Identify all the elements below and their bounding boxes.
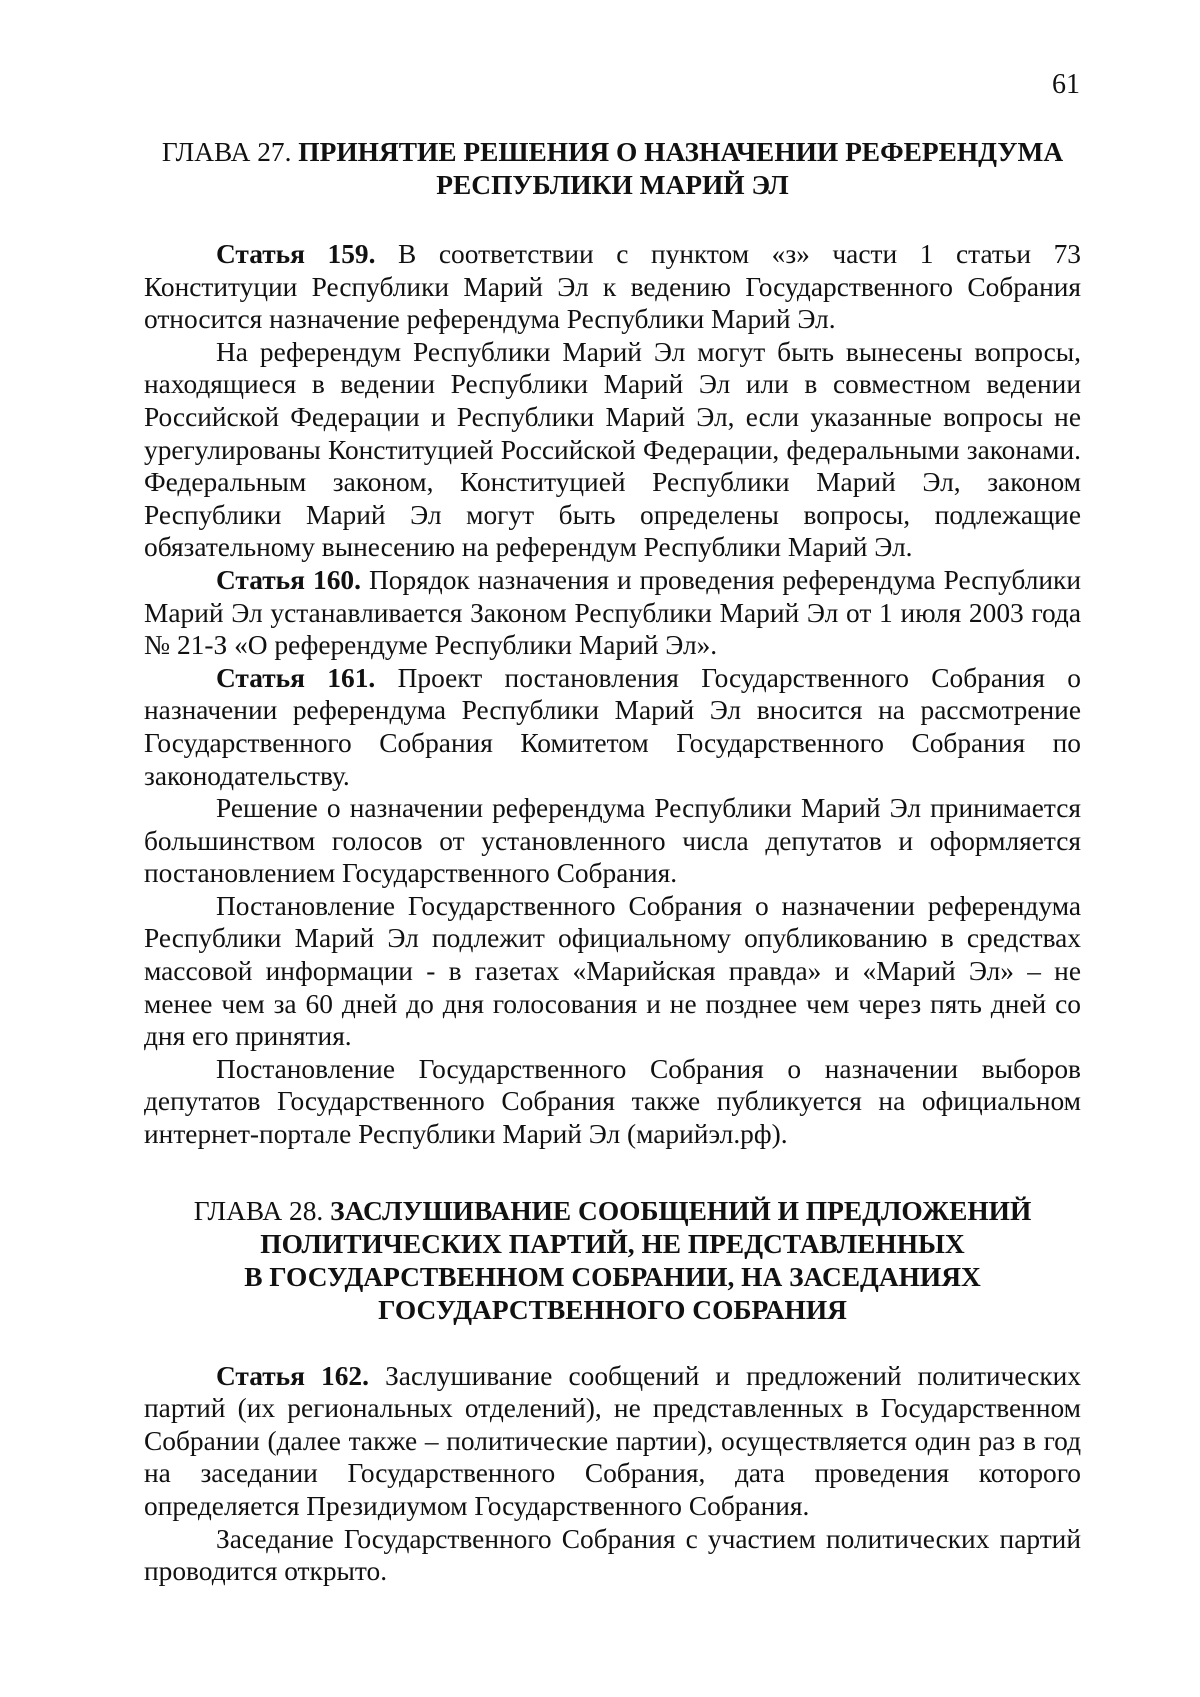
chapter-28-title-line-4: ГОСУДАРСТВЕННОГО СОБРАНИЯ xyxy=(378,1294,847,1325)
chapter-27-heading xyxy=(144,136,1081,202)
chapter-28-title-line-2: ПОЛИТИЧЕСКИХ ПАРТИЙ, НЕ ПРЕДСТАВЛЕННЫХ xyxy=(260,1228,965,1259)
article-161-paragraph-1 xyxy=(144,662,1081,792)
article-161-paragraph-4: Постановление Государственного Собрания о назначении выборов депутатов Государственного Собрания также публикуется на официальном интернет-портале Республики Марий Эл (марийэл.рф). xyxy=(144,1053,1081,1150)
article-160-paragraph-1 xyxy=(144,564,1081,662)
chapter-28-heading xyxy=(144,1195,1081,1327)
article-161-paragraph-2: Решение о назначении референдума Республики Марий Эл принимается большинством голосов от установленного числа депутатов и оформляется постановлением Государственного Собрания. xyxy=(144,793,1081,889)
article-161-label: Статья 161. xyxy=(216,662,376,693)
article-162-text-1: Заслушивание сообщений и предложений политических партий (их региональных отделений), не представленных в Государственном Собрании (далее также – политические партии), осуществляется один раз в год на заседании Государственного Собрания, дата проведения которого определяется Президиумом Государственного Собрания. xyxy=(144,1360,1081,1521)
chapter-27-heading-line-1 xyxy=(144,136,1081,169)
chapter-28-title-line-1: ЗАСЛУШИВАНИЕ СООБЩЕНИЙ И ПРЕДЛОЖЕНИЙ xyxy=(330,1195,1032,1226)
document-body xyxy=(144,136,1081,1588)
article-162-paragraph-2: Заседание Государственного Собрания с участием политических партий проводится открыто. xyxy=(144,1523,1081,1587)
article-162-label: Статья 162. xyxy=(216,1360,369,1391)
article-160-text-1: Порядок назначения и проведения референдума Республики Марий Эл устанавливается Законом Республики Марий Эл от 1 июля 2003 года № 21-З «О референдуме Республики Марий Эл». xyxy=(144,564,1081,661)
chapter-27-title-line-1: ПРИНЯТИЕ РЕШЕНИЯ О НАЗНАЧЕНИИ РЕФЕРЕНДУМА xyxy=(298,137,1064,167)
chapter-28-label: ГЛАВА 28. xyxy=(193,1195,324,1226)
article-161-text-1: Проект постановления Государственного Собрания о назначении референдума Республики Марий Эл вносится на рассмотрение Государственного Собрания Комитетом Государственного Собрания по законодательству. xyxy=(144,662,1081,791)
article-159-text-1: В соответствии с пунктом «з» части 1 статьи 73 Конституции Республики Марий Эл к ведению Государственного Собрания относится назначение референдума Республики Марий Эл. xyxy=(144,239,1081,335)
page-number: 61 xyxy=(1052,69,1080,100)
article-159-paragraph-1 xyxy=(144,238,1081,336)
article-160-label: Статья 160. xyxy=(216,564,361,595)
chapter-27-label: ГЛАВА 27. xyxy=(161,137,292,167)
chapter-27-title-line-2: РЕСПУБЛИКИ МАРИЙ ЭЛ xyxy=(436,170,789,200)
chapter-28-heading-line-1 xyxy=(144,1195,1081,1228)
article-162-paragraph-1 xyxy=(144,1360,1081,1523)
article-161-paragraph-3: Постановление Государственного Собрания о назначении референдума Республики Марий Эл подлежит официальному опубликованию в средствах массовой информации - в газетах «Марийская правда» и «Марий Эл» – не менее чем за 60 дней до дня голосования и не позднее чем через пять дней со дня его принятия. xyxy=(144,890,1081,1052)
article-159-label: Статья 159. xyxy=(216,239,376,269)
chapter-28-title-line-3: В ГОСУДАРСТВЕННОМ СОБРАНИИ, НА ЗАСЕДАНИЯХ xyxy=(244,1261,981,1292)
article-159-paragraph-2: На референдум Республики Марий Эл могут быть вынесены вопросы, находящиеся в ведении Республики Марий Эл или в совместном ведении Российской Федерации и Республики Марий Эл, если указанные вопросы не урегулированы Конституцией Российской Федерации, федеральными законами. Федеральным законом, Конституцией Республики Марий Эл, законом Республики Марий Эл могут быть определены вопросы, подлежащие обязательному вынесению на референдум Республики Марий Эл. xyxy=(144,336,1081,563)
